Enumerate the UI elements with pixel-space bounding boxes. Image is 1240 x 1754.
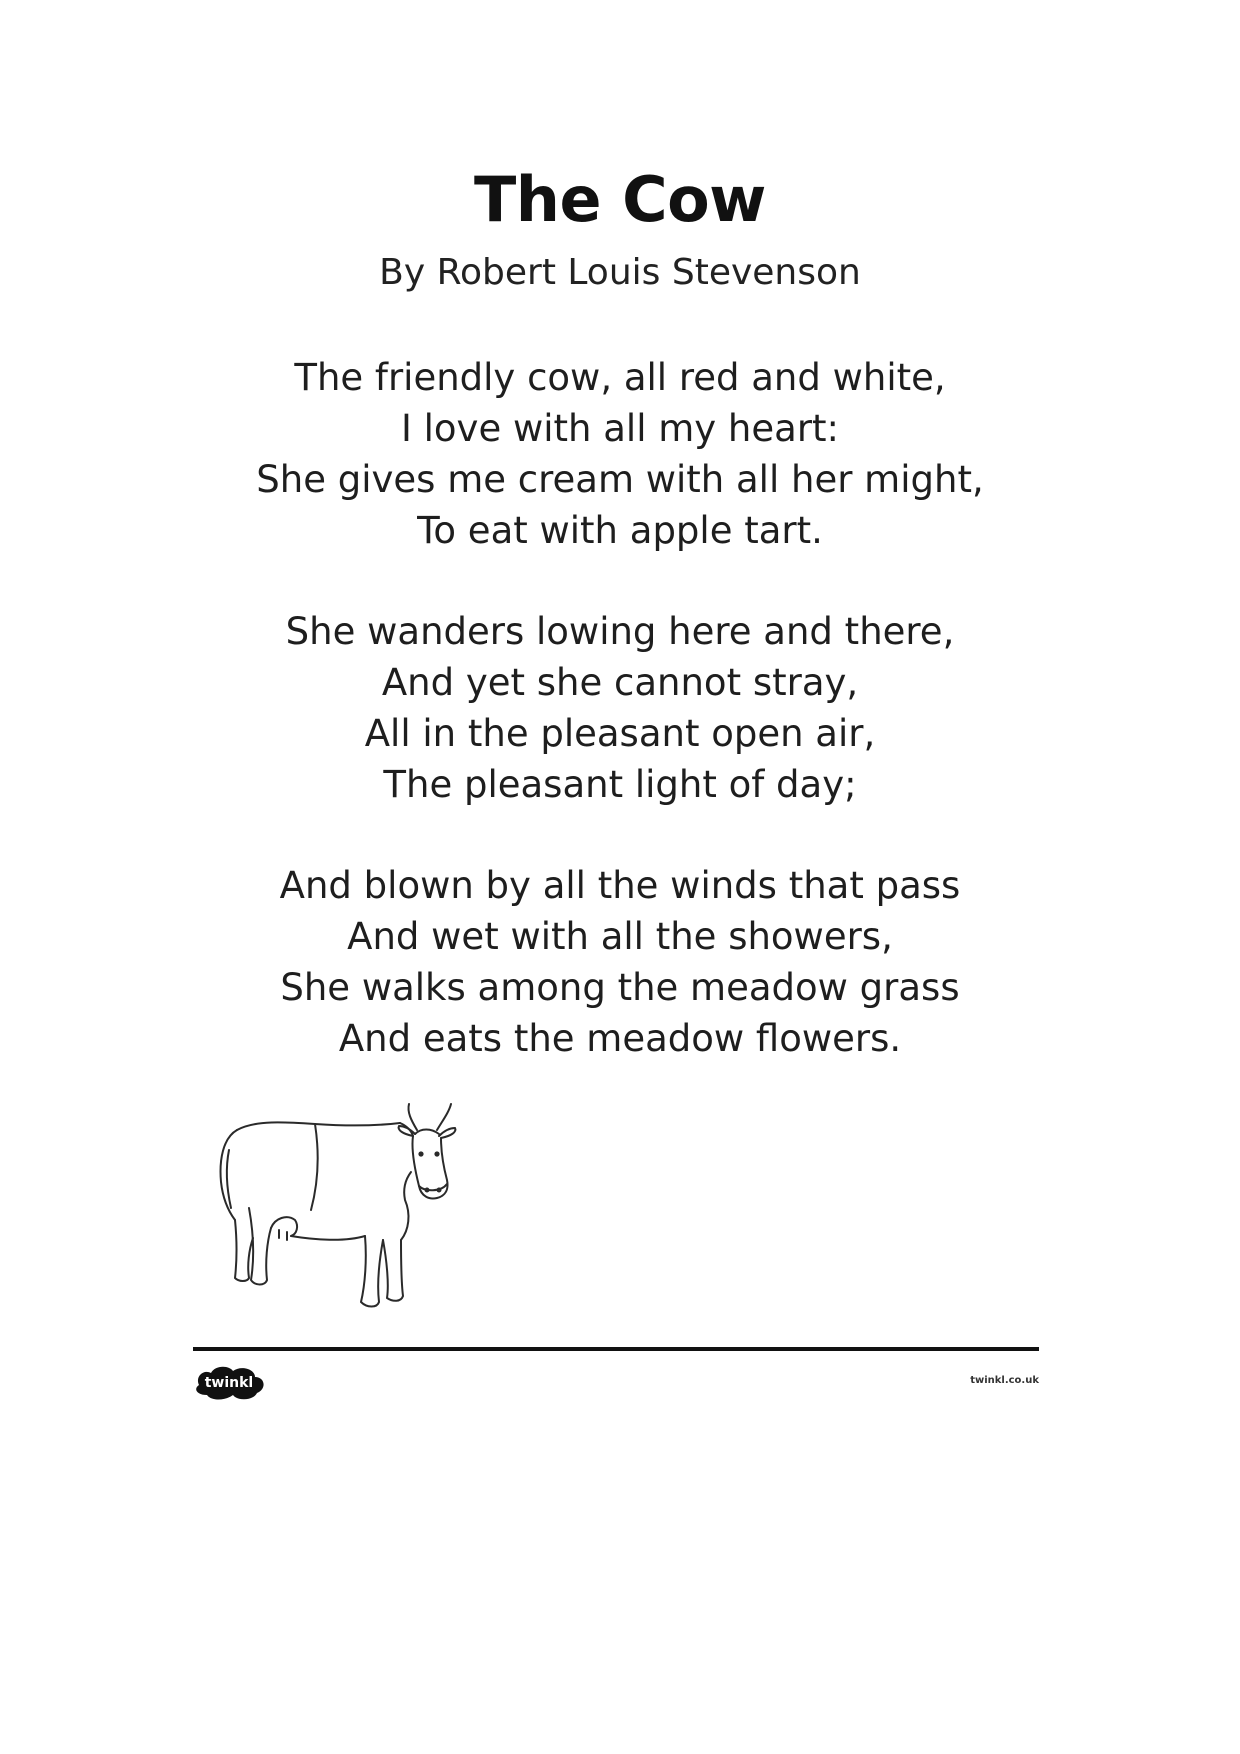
poem-line: And eats the meadow flowers. [338,1017,902,1060]
stanza-1 [0,352,1240,556]
stanza-3 [0,860,1240,1064]
poem-line: And yet she cannot stray, [381,661,859,704]
poem-line: She wanders lowing here and there, [285,610,955,653]
poem-line: And blown by all the winds that pass [279,864,961,907]
poem-line: The friendly cow, all red and white, [294,356,946,399]
poem-line: I love with all my heart: [400,407,840,450]
website-text: twinkl.co.uk [970,1375,1039,1386]
poem-line: To eat with apple tart. [417,509,823,552]
poem-line: She gives me cream with all her might, [256,458,984,501]
footer-divider [193,1347,1039,1351]
poem-line: All in the pleasant open air, [364,712,876,755]
logo-text: twinkl [204,1375,254,1391]
stanza-2 [0,606,1240,810]
poem-line: And wet with all the showers, [347,915,893,958]
poem-line: The pleasant light of day; [383,763,857,806]
cow-illustration [215,1090,485,1315]
poem-author: By Robert Louis Stevenson [379,252,861,293]
poem-title: The Cow [474,163,766,236]
twinkl-logo [193,1363,267,1403]
poem-line: She walks among the meadow grass [280,966,960,1009]
